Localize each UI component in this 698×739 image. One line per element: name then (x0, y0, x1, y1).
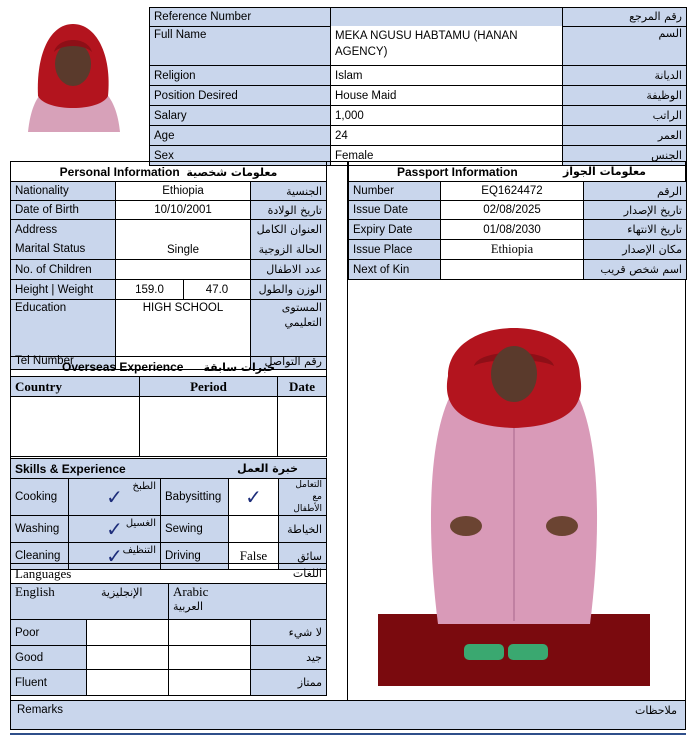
bottom-rule (10, 733, 686, 735)
poor-arabic (169, 620, 251, 646)
issue-place-label-ar: مكان الإصدار (584, 240, 687, 260)
washing-label: Washing (11, 516, 69, 543)
passport-title-ar: معلومات الجواز (562, 165, 646, 178)
top-info-table (149, 7, 687, 166)
personal-title-ar: معلومات شخصية (186, 165, 278, 179)
poor-label: Poor (11, 620, 87, 646)
age-row (150, 126, 687, 146)
position-value: House Maid (331, 86, 563, 106)
english-label-ar: الإنجليزية (101, 586, 143, 599)
overseas-empty-row (11, 397, 327, 457)
passport-table (348, 161, 687, 280)
skills-header-row (11, 459, 327, 479)
sex-value: Female (331, 146, 563, 166)
fluent-label: Fluent (11, 670, 87, 696)
children-label: No. of Children (11, 260, 116, 280)
arabic-cell (169, 584, 327, 620)
sewing-label-ar: الخياطة (279, 516, 327, 543)
height-weight-label-ar: الوزن والطول (251, 280, 327, 300)
col-period: Period (140, 377, 278, 397)
passport-number-value: EQ1624472 (441, 182, 584, 201)
issue-date-label-ar: تاريخ الإصدار (584, 201, 687, 220)
passport-number-label-ar: الرقم (584, 182, 687, 201)
languages-header-row (11, 564, 327, 584)
position-label: Position Desired (150, 86, 331, 106)
full-name-label-ar: السم (563, 26, 687, 65)
languages-header (11, 564, 327, 584)
lang-fluent-row (11, 670, 327, 696)
salary-label-ar: الراتب (563, 106, 687, 126)
column-divider (347, 161, 348, 701)
age-label-ar: العمر (563, 126, 687, 146)
period-cell (140, 397, 278, 457)
sex-label: Sex (150, 146, 331, 166)
check-icon: ✓ (106, 517, 123, 541)
arabic-label-ar: العربية (173, 600, 204, 613)
height-value: 159.0 (116, 280, 184, 300)
passport-header (349, 162, 687, 182)
portrait-photo (14, 14, 132, 132)
salary-row (150, 106, 687, 126)
religion-value: Islam (331, 66, 563, 86)
religion-row (150, 66, 687, 86)
col-date: Date (278, 377, 327, 397)
issue-date-value: 02/08/2025 (441, 201, 584, 220)
driving-value: False (229, 543, 279, 570)
tel-label: Tel Number (11, 354, 116, 370)
height-weight-row (11, 280, 327, 300)
skills-table (10, 458, 327, 570)
country-cell (11, 397, 140, 457)
col-country: Country (11, 377, 140, 397)
sewing-check (229, 516, 279, 543)
nationality-label-ar: الجنسية (251, 182, 327, 201)
personal-header-row (11, 162, 327, 182)
marital-value: Single (116, 220, 251, 260)
check-icon: ✓ (106, 544, 123, 568)
english-cell (11, 584, 169, 620)
poor-english (87, 620, 169, 646)
skills-row-1 (11, 479, 327, 516)
right-sandal (508, 644, 548, 660)
lang-poor-row (11, 620, 327, 646)
left-sandal (464, 644, 504, 660)
good-label-ar: جيد (251, 646, 327, 670)
reference-label-ar: رقم المرجع (563, 8, 687, 27)
tel-label-ar: رقم التواصل (251, 354, 327, 370)
education-label: Education (11, 300, 116, 354)
driving-label-ar: سائق (279, 543, 327, 570)
dob-row (11, 201, 327, 220)
languages-title-ar: اللغات (292, 567, 322, 580)
washing-check (69, 516, 161, 543)
nationality-value: Ethiopia (116, 182, 251, 201)
languages-title: Languages (15, 565, 72, 581)
passport-title: Passport Information (397, 165, 518, 179)
full-name-value-cell (331, 8, 563, 66)
expiry-date-label-ar: تاريخ الانتهاء (584, 220, 687, 240)
personal-title: Personal Information (59, 164, 180, 179)
cooking-label-ar: الطبخ (132, 481, 156, 492)
full-name-value: MEKA NGUSU HABTAMU (HANAN AGENCY) (331, 26, 562, 65)
babysitting-label-ar: التعامل مع الأطفال (279, 479, 327, 516)
address-label: Address (11, 220, 116, 240)
overseas-header (11, 357, 327, 377)
passport-header-row (349, 162, 687, 182)
position-row (150, 86, 687, 106)
english-label: English (15, 584, 55, 599)
nationality-row (11, 182, 327, 201)
next-of-kin-label-ar: اسم شخص قريب (584, 260, 687, 280)
expiry-date-value: 01/08/2030 (441, 220, 584, 240)
overseas-title-ar: خبرات سابقة (203, 360, 276, 374)
education-value: HIGH SCHOOL (116, 300, 251, 354)
skills-title: Skills & Experience (15, 461, 126, 476)
overseas-columns-row (11, 377, 327, 397)
children-row (11, 260, 327, 280)
weight-value: 47.0 (184, 280, 251, 300)
full-name-label: Full Name (150, 26, 331, 65)
reference-label: Reference Number (150, 8, 331, 27)
portrait-illustration (14, 14, 132, 132)
languages-table (10, 563, 327, 696)
cleaning-label-ar: التنظيف (122, 545, 156, 556)
skills-title-ar: خبرة العمل (237, 462, 299, 475)
children-value (116, 260, 251, 280)
overseas-table (10, 356, 327, 457)
reference-row (150, 8, 687, 27)
expiry-date-row (349, 220, 687, 240)
issue-place-value: Ethiopia (441, 240, 584, 260)
address-label-ar: العنوان الكامل (251, 220, 327, 240)
dob-label: Date of Birth (11, 201, 116, 220)
salary-label: Salary (150, 106, 331, 126)
age-label: Age (150, 126, 331, 146)
next-of-kin-label: Next of Kin (349, 260, 441, 280)
good-english (87, 646, 169, 670)
poor-label-ar: لا شيء (251, 620, 327, 646)
marital-label-ar: الحالة الزوجية (251, 240, 327, 260)
age-value: 24 (331, 126, 563, 146)
overseas-title: Overseas Experience (62, 359, 184, 374)
full-body-illustration (378, 326, 650, 686)
education-row (11, 300, 327, 354)
cleaning-label: Cleaning (11, 543, 69, 570)
babysitting-label: Babysitting (161, 479, 229, 516)
remarks-label: Remarks (17, 704, 64, 716)
overseas-header-row (11, 357, 327, 377)
religion-label-ar: الديانة (563, 66, 687, 86)
face (491, 346, 537, 402)
religion-label: Religion (150, 66, 331, 86)
salary-value: 1,000 (331, 106, 563, 126)
cooking-check (69, 479, 161, 516)
sex-label-ar: الجنس (563, 146, 687, 166)
children-label-ar: عدد الاطفال (251, 260, 327, 280)
address-row (11, 220, 327, 240)
issue-date-label: Issue Date (349, 201, 441, 220)
position-label-ar: الوظيفة (563, 86, 687, 106)
passport-number-label: Number (349, 182, 441, 201)
washing-label-ar: الغسيل (125, 518, 156, 529)
babysitting-check (229, 479, 279, 516)
personal-header (11, 162, 327, 182)
issue-place-row (349, 240, 687, 260)
fluent-english (87, 670, 169, 696)
check-icon: ✓ (106, 485, 123, 509)
next-of-kin-value (441, 260, 584, 280)
date-cell (278, 397, 327, 457)
fluent-arabic (169, 670, 251, 696)
fluent-label-ar: ممتاز (251, 670, 327, 696)
arabic-label: Arabic (173, 584, 209, 599)
skills-row-2 (11, 516, 327, 543)
check-icon: ✓ (245, 485, 262, 509)
issue-date-row (349, 201, 687, 220)
dob-value: 10/10/2001 (116, 201, 251, 220)
nationality-label: Nationality (11, 182, 116, 201)
dob-label-ar: تاريخ الولادة (251, 201, 327, 220)
lang-good-row (11, 646, 327, 670)
remarks-label-ar: ملاحظات (635, 704, 677, 717)
remarks-bar (10, 701, 686, 730)
driving-label: Driving (161, 543, 229, 570)
cooking-label: Cooking (11, 479, 69, 516)
languages-names-row (11, 584, 327, 620)
education-label-ar: المستوى التعليمي (251, 300, 327, 354)
full-body-photo (378, 326, 650, 686)
personal-info-table (10, 161, 327, 370)
sewing-label: Sewing (161, 516, 229, 543)
good-label: Good (11, 646, 87, 670)
good-arabic (169, 646, 251, 670)
issue-place-label: Issue Place (349, 240, 441, 260)
height-weight-label: Height | Weight (11, 280, 116, 300)
next-of-kin-row (349, 260, 687, 280)
skills-header (11, 459, 327, 479)
passport-number-row (349, 182, 687, 201)
marital-label: Marital Status (11, 240, 116, 260)
expiry-date-label: Expiry Date (349, 220, 441, 240)
